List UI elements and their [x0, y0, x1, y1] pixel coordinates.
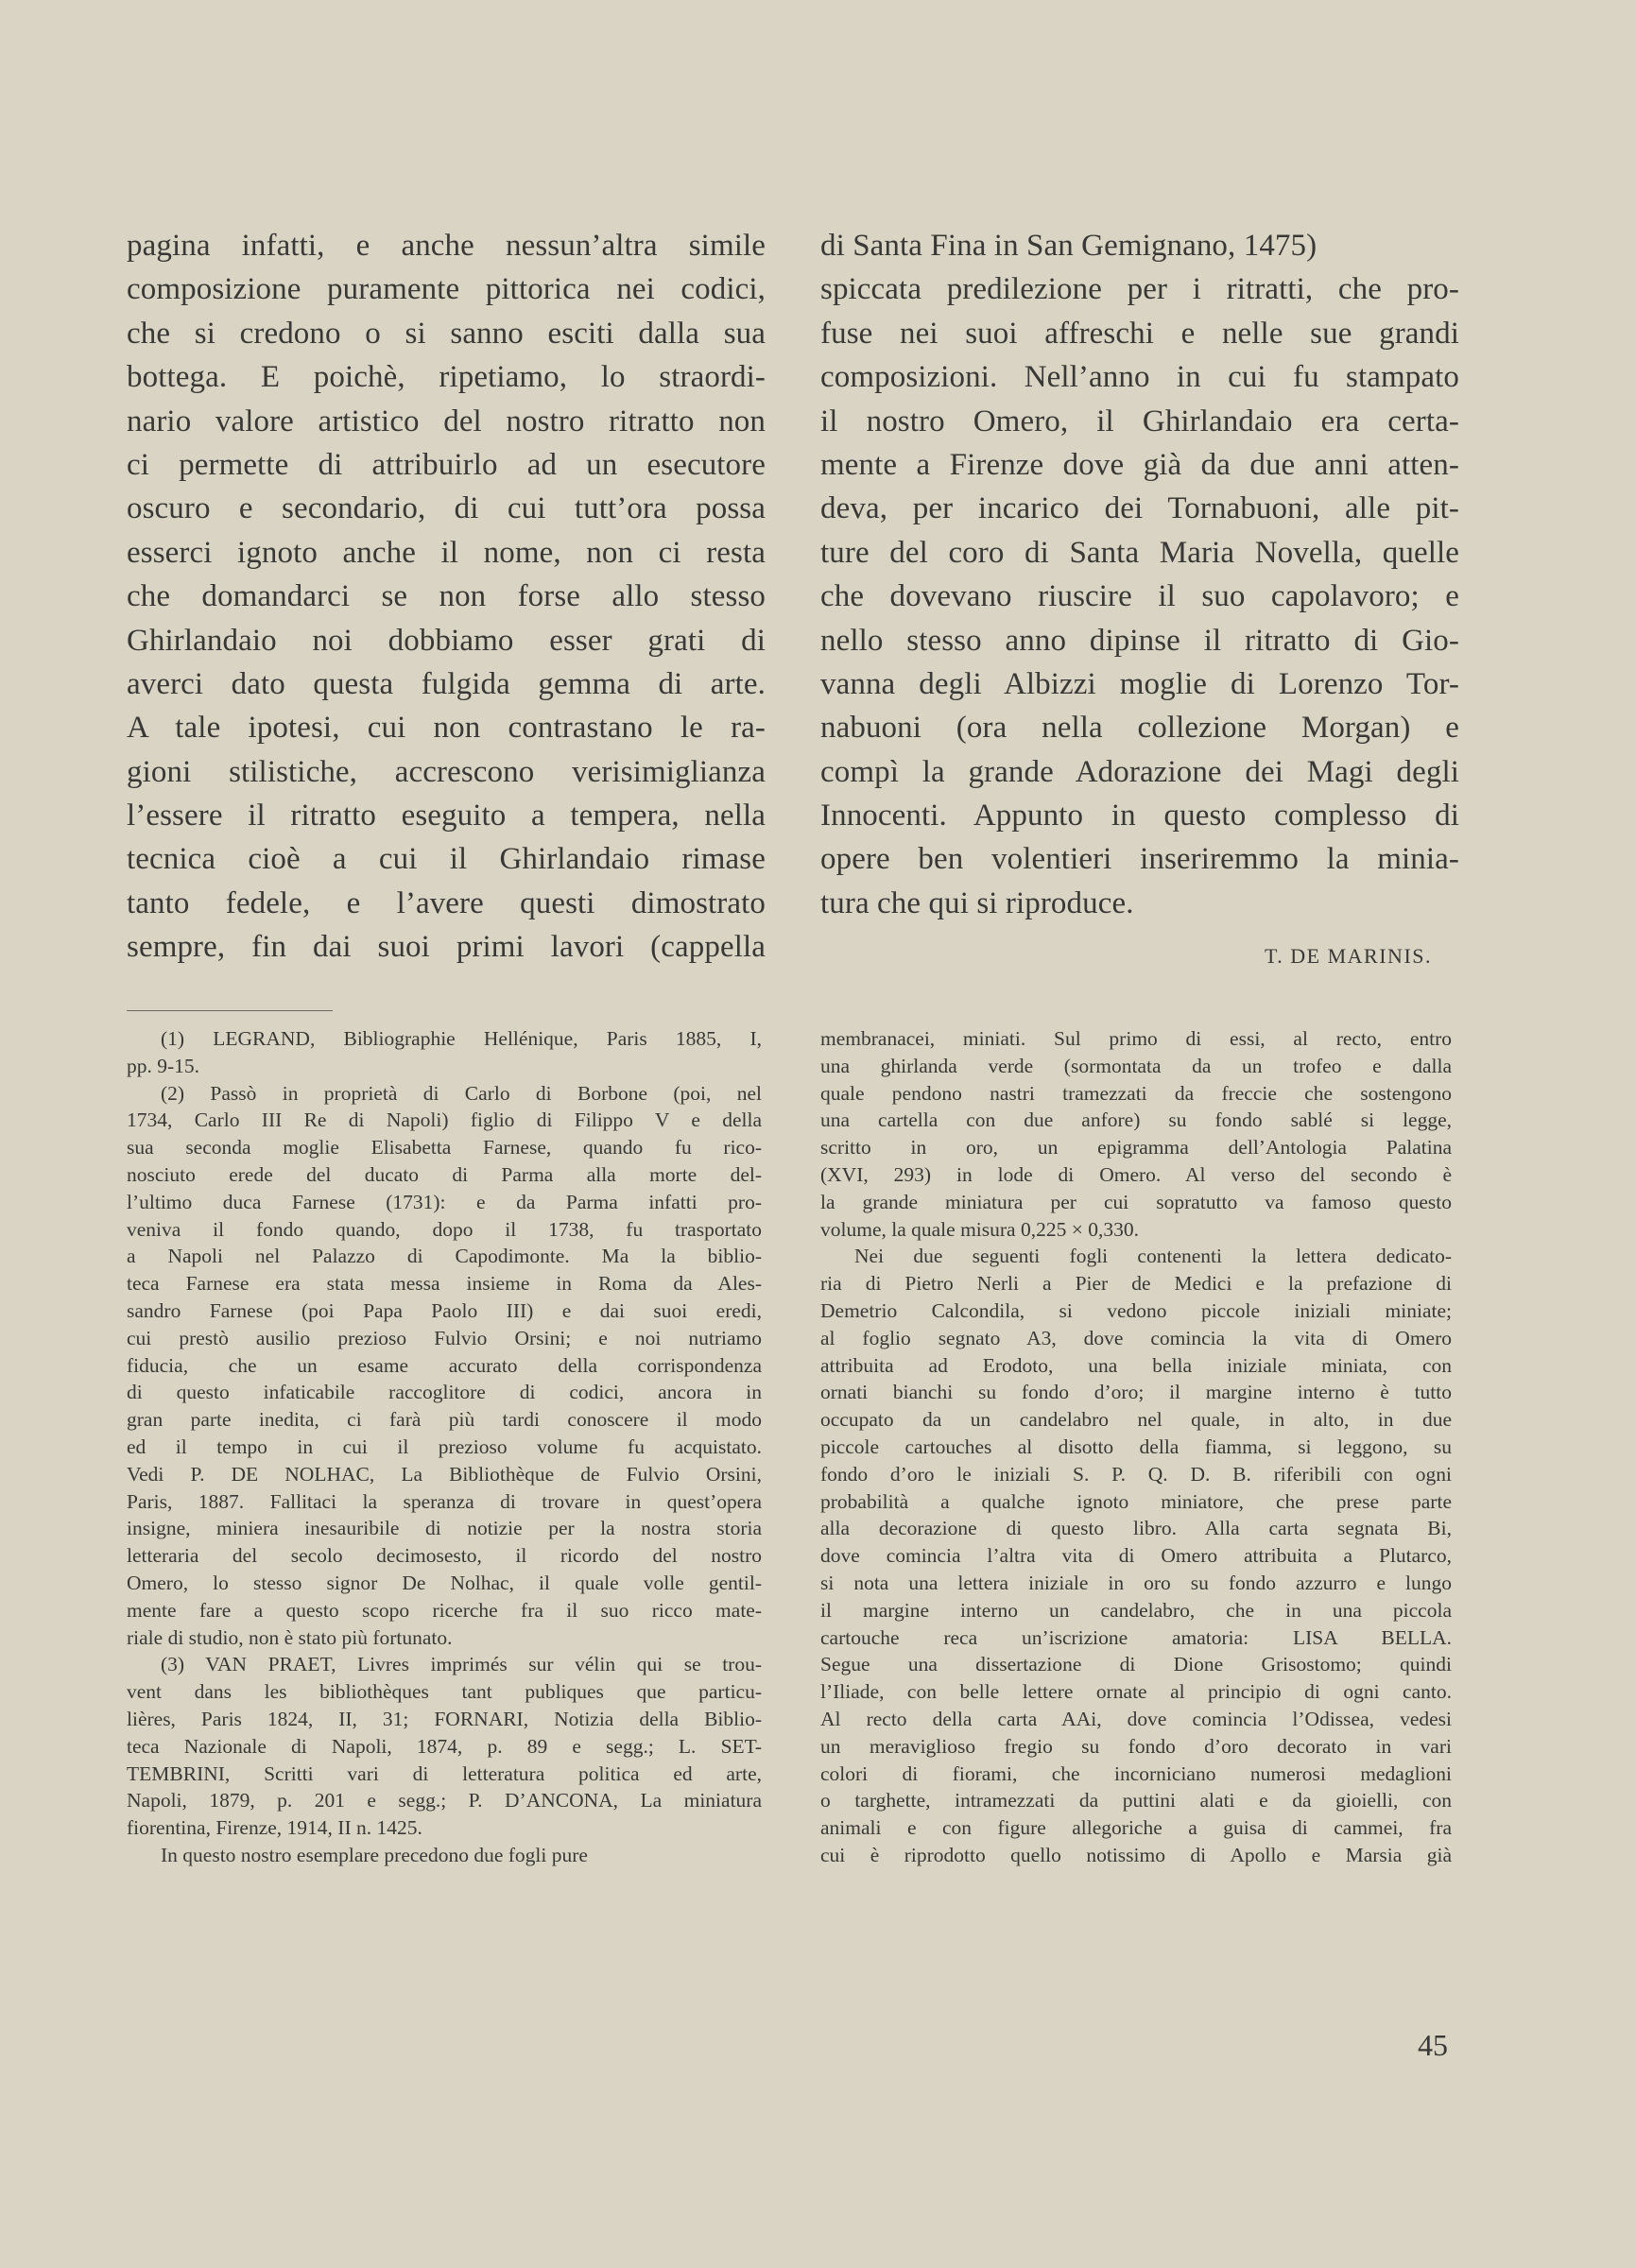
footnote-line: vent dans les bibliothèques tant publiques que particu-	[127, 1680, 762, 1704]
footnote-line: gran parte inedita, ci farà più tardi conoscere il modo	[127, 1408, 762, 1432]
author-signature: T. DE MARINIS.	[1264, 944, 1432, 968]
footnote-line: Paris, 1887. Fallitaci la speranza di trovare in quest’opera	[127, 1489, 762, 1513]
footnote-line: insigne, miniera inesauribile di notizie per la nostra storia	[127, 1517, 762, 1540]
footnote-line: una cartella con due anfore) su fondo sablé si legge,	[820, 1108, 1452, 1132]
body-text-line: tanto fedele, e l’avere questi dimostrato	[127, 885, 766, 920]
footnote-line: sua seconda moglie Elisabetta Farnese, quando fu rico-	[127, 1136, 762, 1160]
footnote-line: cartouche reca un’iscrizione amatoria: LISA BELLA.	[820, 1625, 1452, 1649]
body-text-line: nello stesso anno dipinse il ritratto di Gio-	[820, 623, 1459, 658]
footnotes-left-column	[127, 1025, 762, 1869]
body-text-line: Ghirlandaio noi dobbiamo esser grati di	[127, 623, 766, 658]
footnote-line: fondo d’oro le iniziali S. P. Q. D. B. riferibili con ogni	[820, 1462, 1452, 1486]
footnote-line: veniva il fondo quando, dopo il 1738, fu trasportato	[127, 1217, 762, 1241]
footnote-separator-rule	[127, 1010, 333, 1011]
footnote-line: (2) Passò in proprietà di Carlo di Borbone (poi, nel	[161, 1081, 762, 1105]
footnote-line: Demetrio Calcondila, si vedono piccole iniziali miniate;	[820, 1298, 1452, 1322]
footnote-line: ornati bianchi su fondo d’oro; il margine interno è tutto	[820, 1381, 1452, 1404]
body-text-line: composizioni. Nell’anno in cui fu stampato	[820, 360, 1459, 395]
body-text-line: l’essere il ritratto eseguito a tempera, nella	[127, 799, 766, 833]
body-text-line: esserci ignoto anche il nome, non ci resta	[127, 535, 766, 570]
footnote-line: cui prestò ausilio prezioso Fulvio Orsini; e noi nutriamo	[127, 1326, 762, 1349]
footnote-line: ria di Pietro Nerli a Pier de Medici e la prefazione di	[820, 1272, 1452, 1296]
body-text-line: oscuro e secondario, di cui tutt’ora possa	[127, 491, 766, 526]
footnote-line: alla decorazione di questo libro. Alla carta segnata Bi,	[820, 1517, 1452, 1540]
footnote-line: (XVI, 293) in lode di Omero. Al verso del secondo è	[820, 1162, 1452, 1186]
body-text-line: Innocenti. Appunto in questo complesso di	[820, 799, 1459, 833]
footnote-line: di questo infaticabile raccoglitore di codici, ancora in	[127, 1381, 762, 1404]
body-text-line: bottega. E poichè, ripetiamo, lo straordi-	[127, 360, 766, 395]
footnote-line: sandro Farnese (poi Papa Paolo III) e dai suoi eredi,	[127, 1298, 762, 1322]
footnote-line: 1734, Carlo III Re di Napoli) figlio di Filippo V e della	[127, 1108, 762, 1132]
body-text-line: A tale ipotesi, cui non contrastano le ra-	[127, 711, 766, 746]
footnote-line: si nota una lettera iniziale in oro su fondo azzurro e lungo	[820, 1571, 1452, 1594]
body-text-line: spiccata predilezione per i ritratti, che pro-	[820, 272, 1459, 307]
footnote-line: Nei due seguenti fogli contenenti la lettera dedicato-	[854, 1245, 1452, 1268]
body-text-line: gioni stilistiche, accrescono verisimiglianza	[127, 754, 766, 789]
footnote-line: (1) LEGRAND, Bibliographie Hellénique, Paris 1885, I,	[161, 1027, 762, 1050]
body-text-line: che dovevano riuscire il suo capolavoro; e	[820, 579, 1459, 614]
body-text-line: tura che qui si riproduce.	[820, 885, 1134, 920]
footnote-line: a Napoli nel Palazzo di Capodimonte. Ma la biblio-	[127, 1245, 762, 1268]
body-text-line: deva, per incarico dei Tornabuoni, alle pit-	[820, 491, 1459, 526]
footnote-line: nosciuto erede del ducato di Parma alla morte del-	[127, 1162, 762, 1186]
footnote-line: colori di fiorami, che incorniciano numerosi medaglioni	[820, 1761, 1452, 1785]
body-text-line: che si credono o si sanno esciti dalla sua	[127, 316, 766, 351]
footnote-line: l’Iliade, con belle lettere ornate al principio di ogni canto.	[820, 1680, 1452, 1704]
footnote-line: attribuita ad Erodoto, una bella iniziale miniata, con	[820, 1353, 1452, 1377]
footnote-line: probabilità a qualche ignoto miniatore, che prese parte	[820, 1489, 1452, 1513]
footnote-line: al foglio segnato A3, dove comincia la vita di Omero	[820, 1326, 1452, 1349]
footnote-line: Al recto della carta AAi, dove comincia l’Odissea, vedesi	[820, 1707, 1452, 1730]
footnote-line: fiducia, che un esame accurato della corrispondenza	[127, 1353, 762, 1377]
footnote-line: TEMBRINI, Scritti vari di letteratura politica ed arte,	[127, 1761, 762, 1785]
footnote-line: riale di studio, non è stato più fortunato.	[127, 1625, 453, 1649]
footnote-line: una ghirlanda verde (sormontata da un trofeo e dalla	[820, 1054, 1452, 1077]
footnote-line: Segue una dissertazione di Dione Grisostomo; quindi	[820, 1653, 1452, 1676]
body-text-line: sempre, fin dai suoi primi lavori (cappella	[127, 930, 766, 965]
body-text-line: di Santa Fina in San Gemignano, 1475)	[820, 229, 1317, 263]
footnote-line: In questo nostro esemplare precedono due fogli pure	[161, 1843, 588, 1866]
footnote-line: dove comincia l’altra vita di Omero attribuita a Plutarco,	[820, 1544, 1452, 1568]
body-text-line: compì la grande Adorazione dei Magi degli	[820, 754, 1459, 789]
footnote-line: lières, Paris 1824, II, 31; FORNARI, Notizia della Biblio-	[127, 1707, 762, 1730]
footnote-line: un meraviglioso fregio su fondo d’oro decorato in vari	[820, 1734, 1452, 1758]
footnote-line: Omero, lo stesso signor De Nolhac, il quale volle gentil-	[127, 1571, 762, 1594]
body-text-line: nabuoni (ora nella collezione Morgan) e	[820, 711, 1459, 746]
body-text-line: ci permette di attribuirlo ad un esecutore	[127, 447, 766, 482]
footnote-line: Vedi P. DE NOLHAC, La Bibliothèque de Fulvio Orsini,	[127, 1462, 762, 1486]
footnote-line: mente fare a questo scopo ricerche fra il suo ricco mate-	[127, 1598, 762, 1622]
body-text-line: averci dato questa fulgida gemma di arte.	[127, 666, 766, 701]
body-text-line: opere ben volentieri inseriremmo la minia-	[820, 842, 1459, 877]
body-text-line: che domandarci se non forse allo stesso	[127, 579, 766, 614]
footnote-line: teca Farnese era stata messa insieme in Roma da Ales-	[127, 1272, 762, 1296]
footnote-line: membranacei, miniati. Sul primo di essi, al recto, entro	[820, 1027, 1452, 1050]
footnote-line: volume, la quale misura 0,225 × 0,330.	[820, 1217, 1139, 1241]
footnote-line: teca Nazionale di Napoli, 1874, p. 89 e segg.; L. SET-	[127, 1734, 762, 1758]
footnote-line: cui è riprodotto quello notissimo di Apollo e Marsia già	[820, 1843, 1452, 1866]
body-text-line: fuse nei suoi affreschi e nelle sue grandi	[820, 316, 1459, 351]
footnote-line: ed il tempo in cui il prezioso volume fu acquistato.	[127, 1435, 762, 1458]
footnote-line: pp. 9-15.	[127, 1054, 200, 1077]
footnote-line: occupato da un candelabro nel quale, in alto, in due	[820, 1408, 1452, 1432]
footnote-line: animali e con figure allegoriche a guisa di cammei, fra	[820, 1816, 1452, 1840]
body-text-line: nario valore artistico del nostro ritratto non	[127, 404, 766, 438]
body-text-line: pagina infatti, e anche nessun’altra simile	[127, 229, 766, 263]
footnote-line: la grande miniatura per cui sopratutto va famoso questo	[820, 1190, 1452, 1213]
footnote-line: il margine interno un candelabro, che in una piccola	[820, 1598, 1452, 1622]
body-text-line: vanna degli Albizzi moglie di Lorenzo Tor-	[820, 666, 1459, 701]
footnote-line: (3) VAN PRAET, Livres imprimés sur vélin qui se trou-	[161, 1653, 762, 1676]
body-text-line: il nostro Omero, il Ghirlandaio era certa-	[820, 404, 1459, 438]
footnote-line: piccole cartouches al disotto della fiamma, si leggono, su	[820, 1435, 1452, 1458]
footnote-line: fiorentina, Firenze, 1914, II n. 1425.	[127, 1816, 422, 1840]
footnote-line: Napoli, 1879, p. 201 e segg.; P. D’ANCONA, La miniatura	[127, 1789, 762, 1813]
footnote-line: o targhette, intramezzati da puttini alati e da gioielli, con	[820, 1789, 1452, 1813]
main-text-left-column	[127, 224, 766, 970]
body-text-line: ture del coro di Santa Maria Novella, quelle	[820, 535, 1459, 570]
footnote-line: scritto in oro, un epigramma dell’Antologia Palatina	[820, 1136, 1452, 1160]
body-text-line: composizione puramente pittorica nei codici,	[127, 272, 766, 307]
body-text-line: mente a Firenze dove già da due anni atten-	[820, 447, 1459, 482]
footnote-line: letteraria del secolo decimosesto, il ricordo del nostro	[127, 1544, 762, 1568]
main-text-right-column	[820, 224, 1459, 925]
footnote-line: quale pendono nastri tramezzati da freccie che sostengono	[820, 1081, 1452, 1105]
page-number: 45	[1418, 2028, 1448, 2062]
footnote-line: l’ultimo duca Farnese (1731): e da Parma infatti pro-	[127, 1190, 762, 1213]
footnotes-right-column	[820, 1025, 1452, 1869]
body-text-line: tecnica cioè a cui il Ghirlandaio rimase	[127, 842, 766, 877]
